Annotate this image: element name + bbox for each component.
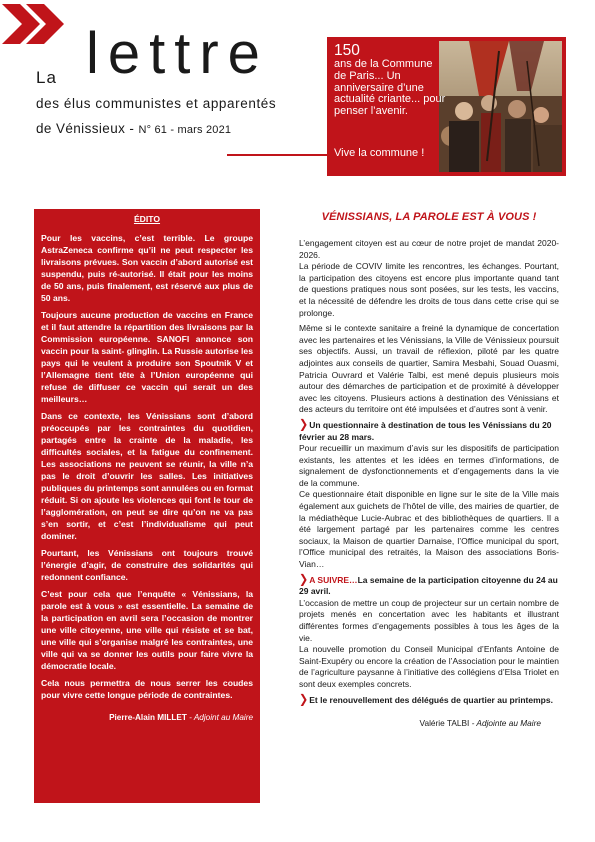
subheading-text: Et le renouvellement des délégués de quartier au printemps. xyxy=(309,694,553,705)
commune-anniversary-box xyxy=(327,37,566,176)
article xyxy=(299,211,559,728)
edito-paragraph: Pour les vaccins, c’est terrible. Le groupe AstraZeneca confirme qu’il ne peut respecter les livraisons prévues. Son vaccin d’abord autorisé est suspendu, puis ré-autorisé. Il était pour les moins de 50 ans, puis finalement, est réservé aux plus de 50 ans. xyxy=(41,233,253,303)
article-paragraph: La période de COVIV limite les rencontres, les échanges. Pourtant, la participation des citoyens est encore plus importante quand tant de questions pratiques nous sont posées, sur les tests, les vaccins, et la nécessité de défendre les droits de tous dans cette crise qui se prolonge. xyxy=(299,261,559,318)
article-paragraph: L’engagement citoyen est au cœur de notre projet de mandat 2020-2026. xyxy=(299,238,559,260)
edito-paragraph: Toujours aucune production de vaccins en France et il faut attendre la répartition des livraisons par la Commission européenne. SANOFI annonce son vaccin pour la saint- glinglin. La Russie autorise les pays qui le veulent à produire son Spoutnik V et l’Allemagne tient tête à l’Union européenne qui refuse de diffuser ce vaccin qui serait un des meilleurs… xyxy=(41,310,253,404)
masthead-title: lettre xyxy=(86,21,269,86)
subheading-text: La semaine de la participation citoyenne du 24 au 29 avril. xyxy=(299,574,558,597)
edito-box xyxy=(34,209,260,803)
article-paragraph: L’occasion de mettre un coup de projecteur sur un certain nombre de projets menés en concertation avec les habitants et illustrant différentes formes d’engagements possibles à tous les âges de la vie. xyxy=(299,597,559,643)
edito-title: ÉDITO xyxy=(133,214,161,224)
edito-signature-role: - Adjoint au Maire xyxy=(186,713,253,722)
chevron-right-icon: ❯ xyxy=(299,418,309,432)
hero-number: 150 xyxy=(334,42,360,59)
chevron-right-icon: ❯ xyxy=(299,572,309,587)
edito-paragraph: Dans ce contexte, les Vénissians sont d’abord préoccupés par les contraintes du quotidien, partagés entre la crainte de la maladie, les difficultés sociales, et la fatigue du confinement. Les associations ne peuvent se réunir, la ville n’a pas le droit d’ouvrir les salles. Les initiatives publiques du printemps sont annulées ou en format réduit. Si on ajoute les violences qui font le tour de l’agglomération, on peut se dire qu’on ne va pas s’en sortir, et c’est l’individualisme qui peut dominer. xyxy=(41,411,253,541)
article-title: VÉNISSIANS, LA PAROLE EST À VOUS ! xyxy=(321,211,537,223)
issue-number: N° 61 - mars 2021 xyxy=(138,124,232,136)
article-signature-name: Valérie TALBI xyxy=(419,718,470,729)
edito-paragraph: Pourtant, les Vénissians ont toujours trouvé l’énergie d’agir, de construire des solidarités qui redonnent confiance. xyxy=(41,548,253,582)
edito-paragraph: Cela nous permettra de nous serrer les coudes pour vivre cette longue période de contraintes. xyxy=(41,678,253,700)
article-paragraph: Pour recueillir un maximum d’avis sur les dispositifs de participation existants, les attentes et les idées en termes d’informations, de signalement de dysfonctionnements et d’engagements dans la vie de la commune. xyxy=(299,443,559,488)
issue-line xyxy=(36,121,231,136)
subheading-text: Un questionnaire à destination de tous les Vénissians du 20 février au 28 mars. xyxy=(299,419,552,442)
article-signature xyxy=(299,718,559,728)
edito-signature xyxy=(41,713,253,722)
hero-body: ans de la Commune de Paris... Un anniversaire d’une actualité criante... pour penser l’avenir. xyxy=(334,58,446,118)
subheading-red: A SUIVRE… xyxy=(309,574,358,585)
article-subheading xyxy=(299,420,559,443)
article-paragraph: Ce questionnaire était disponible en ligne sur le site de la Ville mais également aux guichets de l’hôtel de ville, des mairies de quartier, de la médiathèque Lucie-Aubrac et des bibliothèques de quartiers. Il a été largement partagé par les partenaires comme les centres sociaux, la Maison de quartier Darnaise, l’Office municipal du sport, l’Office municipal des retraités, la Maison des associations Boris-Vian… xyxy=(299,489,559,570)
chevron-right-icon: ❯ xyxy=(299,692,309,707)
double-chevron-icon xyxy=(2,4,80,44)
article-paragraph: Même si le contexte sanitaire a freiné la dynamique de concertation avec les partenaires et les Vénissians, la Ville de Vénissieux poursuit ses objectifs. Aussi, un travail de réflexion, piloté par les quatre adjointes aux conseils de quartier, Samira Mesbahi, Souad Ouasmi, Patricia Ouvrard et Valérie Talbi, est mené depuis plusieurs mois autour des démarches de participation et de proximité à développer avec les citoyens. Plusieurs actions à destination des Vénissians et des acteurs du territoire ont été impulsées et d’autres sont à venir. xyxy=(299,323,559,415)
hero-text xyxy=(334,43,446,118)
issue-city: de Vénissieux xyxy=(36,121,126,136)
edito-signature-name: Pierre-Alain MILLET xyxy=(109,713,187,722)
edito-paragraph: C’est pour cela que l’enquête « Vénissians, la parole est à vous » est essentielle. La semaine de la participation en avril sera l’occasion de montrer une ville citoyenne, une ville qui résiste et se bat, une ville qui s’organise malgré les contraintes, une ville qui va se donner les outils pour faire vivre la démocratie locale. xyxy=(41,589,253,671)
masthead-la: La xyxy=(36,68,57,87)
article-subheading xyxy=(299,692,559,707)
article-signature-role: - Adjointe au Maire xyxy=(469,718,541,729)
hero-tail: Vive la commune ! xyxy=(334,147,425,159)
article-subheading xyxy=(299,572,559,598)
article-paragraph: La nouvelle promotion du Conseil Municipal d’Enfants Antoine de Saint-Exupéry ou encore la création de l’Association pour le maintien de l’agriculture paysanne à l’initiative des collégiens d’Elsa Triolet en sont deux exemples concrets. xyxy=(299,644,559,689)
issue-separator: - xyxy=(125,121,139,136)
masthead-subtitle: des élus communistes et apparentés xyxy=(36,96,277,111)
